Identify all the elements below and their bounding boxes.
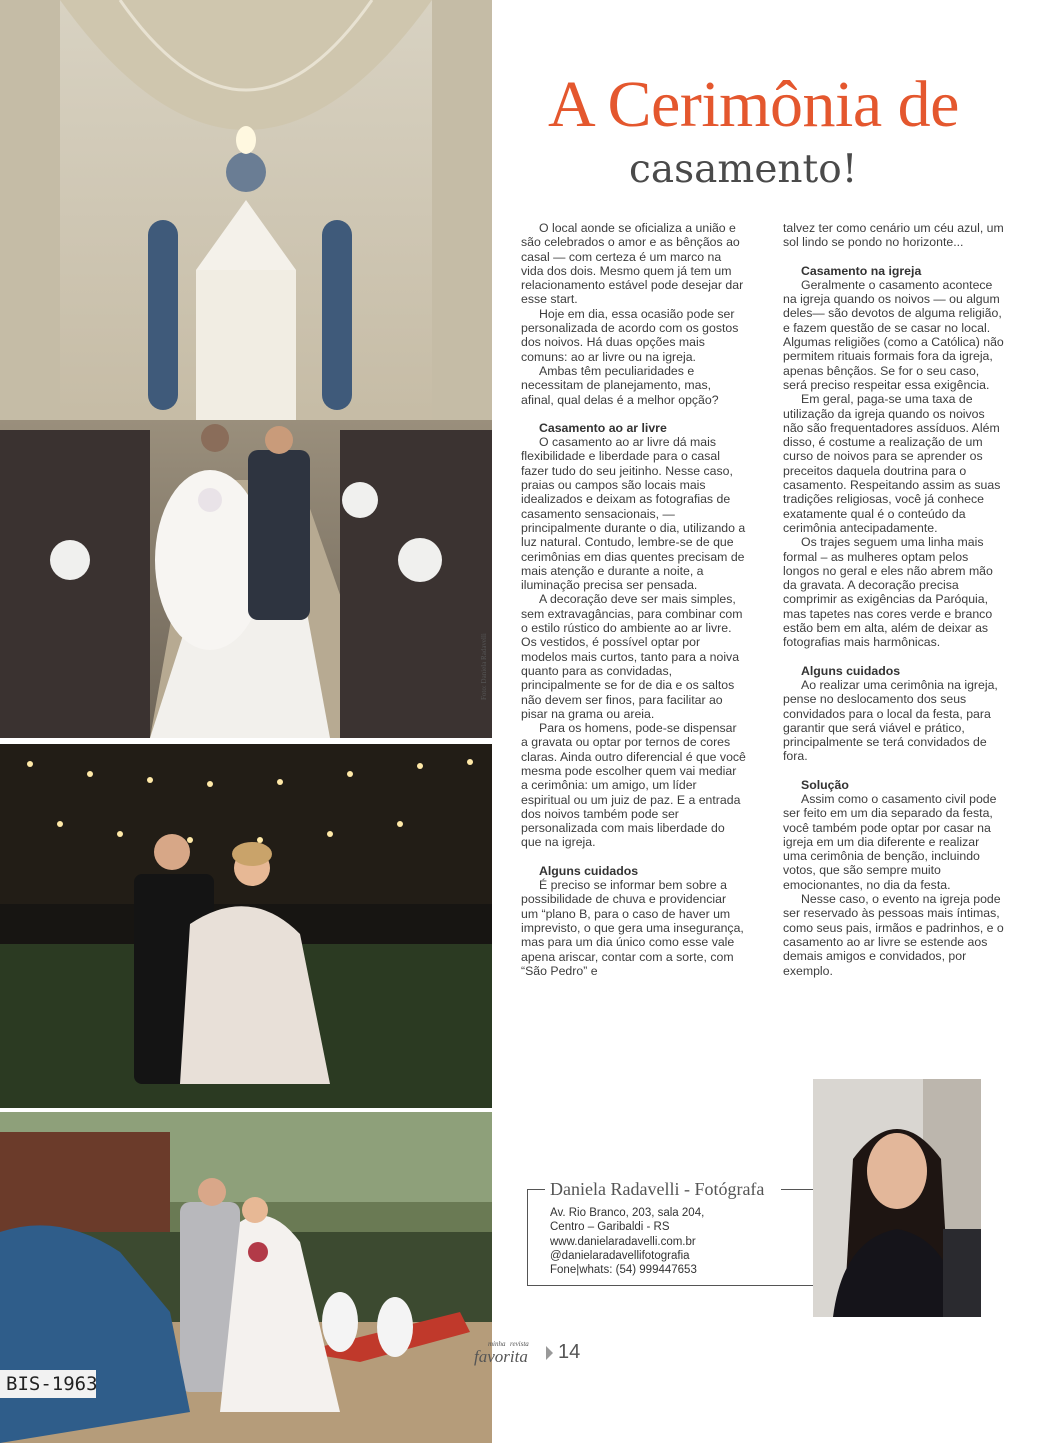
paragraph: Assim como o casamento civil pode ser feito em um dia separado da festa, você também pode optar por casar na igreja em um dia diferente e realizar uma cerimônia de benção, incluindo votos, que são sempre muito emocionantes, no dia da festa. bbox=[783, 791, 997, 892]
section-heading: Alguns cuidados bbox=[539, 863, 639, 878]
paragraph: Nesse caso, o evento na igreja pode ser reservado às pessoas mais íntimas, como seus pais, irmãos e padrinhos, e o casamento ao ar livre se estende aos demais amigos e convidados, por exemplo. bbox=[783, 892, 1004, 978]
garden-car-photo bbox=[0, 1112, 492, 1443]
article-column-2 bbox=[783, 221, 1005, 978]
paragraph: A decoração deve ser mais simples, sem extravagâncias, para combinar com o estilo rústico do ambiente ao ar livre. Os vestidos, é possível optar por modelos mais curtos, tanto para a noiva quanto para as convidadas, principalmente se for de dia e os saltos não devem ser finos, para facilitar ao pisar na grama ou areia. bbox=[521, 592, 743, 721]
paragraph: É preciso se informar bem sobre a possibilidade de chuva e providenciar um “plano B, para o caso de haver um imprevisto, o que gera uma insegurança, mas para um dia único como esse vale apena ariscar, contar com a sorte, com “São Pedro” e bbox=[521, 878, 744, 978]
car-license-plate: BIS-1963 bbox=[6, 1373, 98, 1395]
contact-details bbox=[550, 1206, 704, 1277]
article-title: A Cerimônia de bbox=[548, 68, 959, 141]
section-heading: Alguns cuidados bbox=[801, 663, 901, 678]
section-heading: Casamento ao ar livre bbox=[539, 420, 667, 435]
night-outdoor-photo bbox=[0, 744, 492, 1108]
paragraph: O casamento ao ar livre dá mais flexibilidade e liberdade para o casal fazer tudo do seu jeitinho. Nesse caso, praias ou campos são locais mais idealizados e deixam as fotografias de casamento sensacionais, — principalmente durante o dia, utilizando a luz natural. Contudo, lembre-se de que cerimônias em dias quentes precisam de mais atenção e durante a noite, a iluminação precisa ser pensada. bbox=[521, 435, 746, 593]
contact-city: Centro – Garibaldi - RS bbox=[550, 1221, 670, 1234]
photo-credit: Foto: Daniela Radavelli bbox=[480, 633, 488, 700]
logo-small-text: minha bbox=[488, 1340, 506, 1348]
contact-instagram[interactable]: @danielaradavellifotografia bbox=[550, 1249, 690, 1262]
photographer-portrait bbox=[813, 1079, 981, 1317]
contact-address: Av. Rio Branco, 203, sala 204, bbox=[550, 1207, 705, 1219]
paragraph: Para os homens, pode-se dispensar a gravata ou optar por ternos de cores claras. Ainda outro diferencial é que você mesma pode escolher quem vai mediar a cerimônia: um amigo, um líder espiritual ou um juiz de paz. E a entrada dos noivos também pode ser personalizada com mais liberdade do que na igreja. bbox=[521, 721, 746, 850]
article-column-1 bbox=[521, 221, 746, 978]
paragraph: Ao realizar uma cerimônia na igreja, pense no deslocamento dos seus convidados para o local da festa, para garantir que será viável e prático, principalmente se terá convidados de fora. bbox=[783, 677, 998, 764]
paragraph: talvez ter como cenário um céu azul, um sol lindo se pondo no horizonte... bbox=[783, 221, 1004, 250]
paragraph: Em geral, paga-se uma taxa de utilização da igreja quando os noivos não são frequentadores assíduos. Além disso, é costume a realização de um curso de noivos para se aprender os preceitos daquela doutrina para o casamento. Respeitando assim as suas tradições religiosas, você já conhece exatamente qual é o conteúdo da cerimônia antecipadamente. bbox=[783, 392, 1001, 535]
paragraph: Os trajes seguem uma linha mais formal – as mulheres optam pelos longos no geral e eles não abrem mão da gravata. A decoração precisa comprimir as exigências da Paróquia, mas tapetes nas cores verde e branco estão bem em alta, além de deixar as fotografias mais harmônicas. bbox=[783, 535, 993, 650]
contact-divider bbox=[781, 1189, 813, 1190]
page-arrow-icon bbox=[546, 1346, 553, 1360]
paragraph: Hoje em dia, essa ocasião pode ser personalizada de acordo com os gostos dos noivos. Há duas opções mais comuns: ao ar livre ou na igreja. bbox=[521, 306, 739, 364]
logo-revista-text: revista bbox=[510, 1340, 529, 1348]
contact-divider bbox=[527, 1189, 545, 1190]
paragraph: Geralmente o casamento acontece na igreja quando os noivos — ou algum deles— são devotos de alguma religião, e fazem questão de se casar no local. Algumas religiões (como a Católica) não permitem rituais formais fora da igreja, apenas bênçãos. Se for o seu caso, será preciso respeitar essa exigência. bbox=[783, 277, 1004, 392]
logo-main-text: favorita bbox=[474, 1347, 528, 1366]
contact-phone: Fone|whats: (54) 999447653 bbox=[550, 1264, 697, 1277]
contact-website[interactable]: www.danielaradavelli.com.br bbox=[550, 1235, 696, 1248]
section-heading: Solução bbox=[801, 777, 849, 792]
article-subtitle: casamento! bbox=[629, 147, 858, 192]
section-heading: Casamento na igreja bbox=[801, 263, 922, 278]
paragraph: O local aonde se oficializa a união e são celebrados o amor e as bênçãos ao casal — com certeza é um marco na vida dos dois. Mesmo quem já tem um relacionamento estável pode desejar dar esse start. bbox=[521, 221, 744, 307]
page-number: 14 bbox=[558, 1341, 581, 1363]
paragraph: Ambas têm peculiaridades e necessitam de planejamento, mas, afinal, qual delas é a melhor opção? bbox=[521, 363, 719, 407]
church-ceremony-photo bbox=[0, 0, 492, 738]
photographer-name: Daniela Radavelli - Fotógrafa bbox=[550, 1179, 765, 1199]
